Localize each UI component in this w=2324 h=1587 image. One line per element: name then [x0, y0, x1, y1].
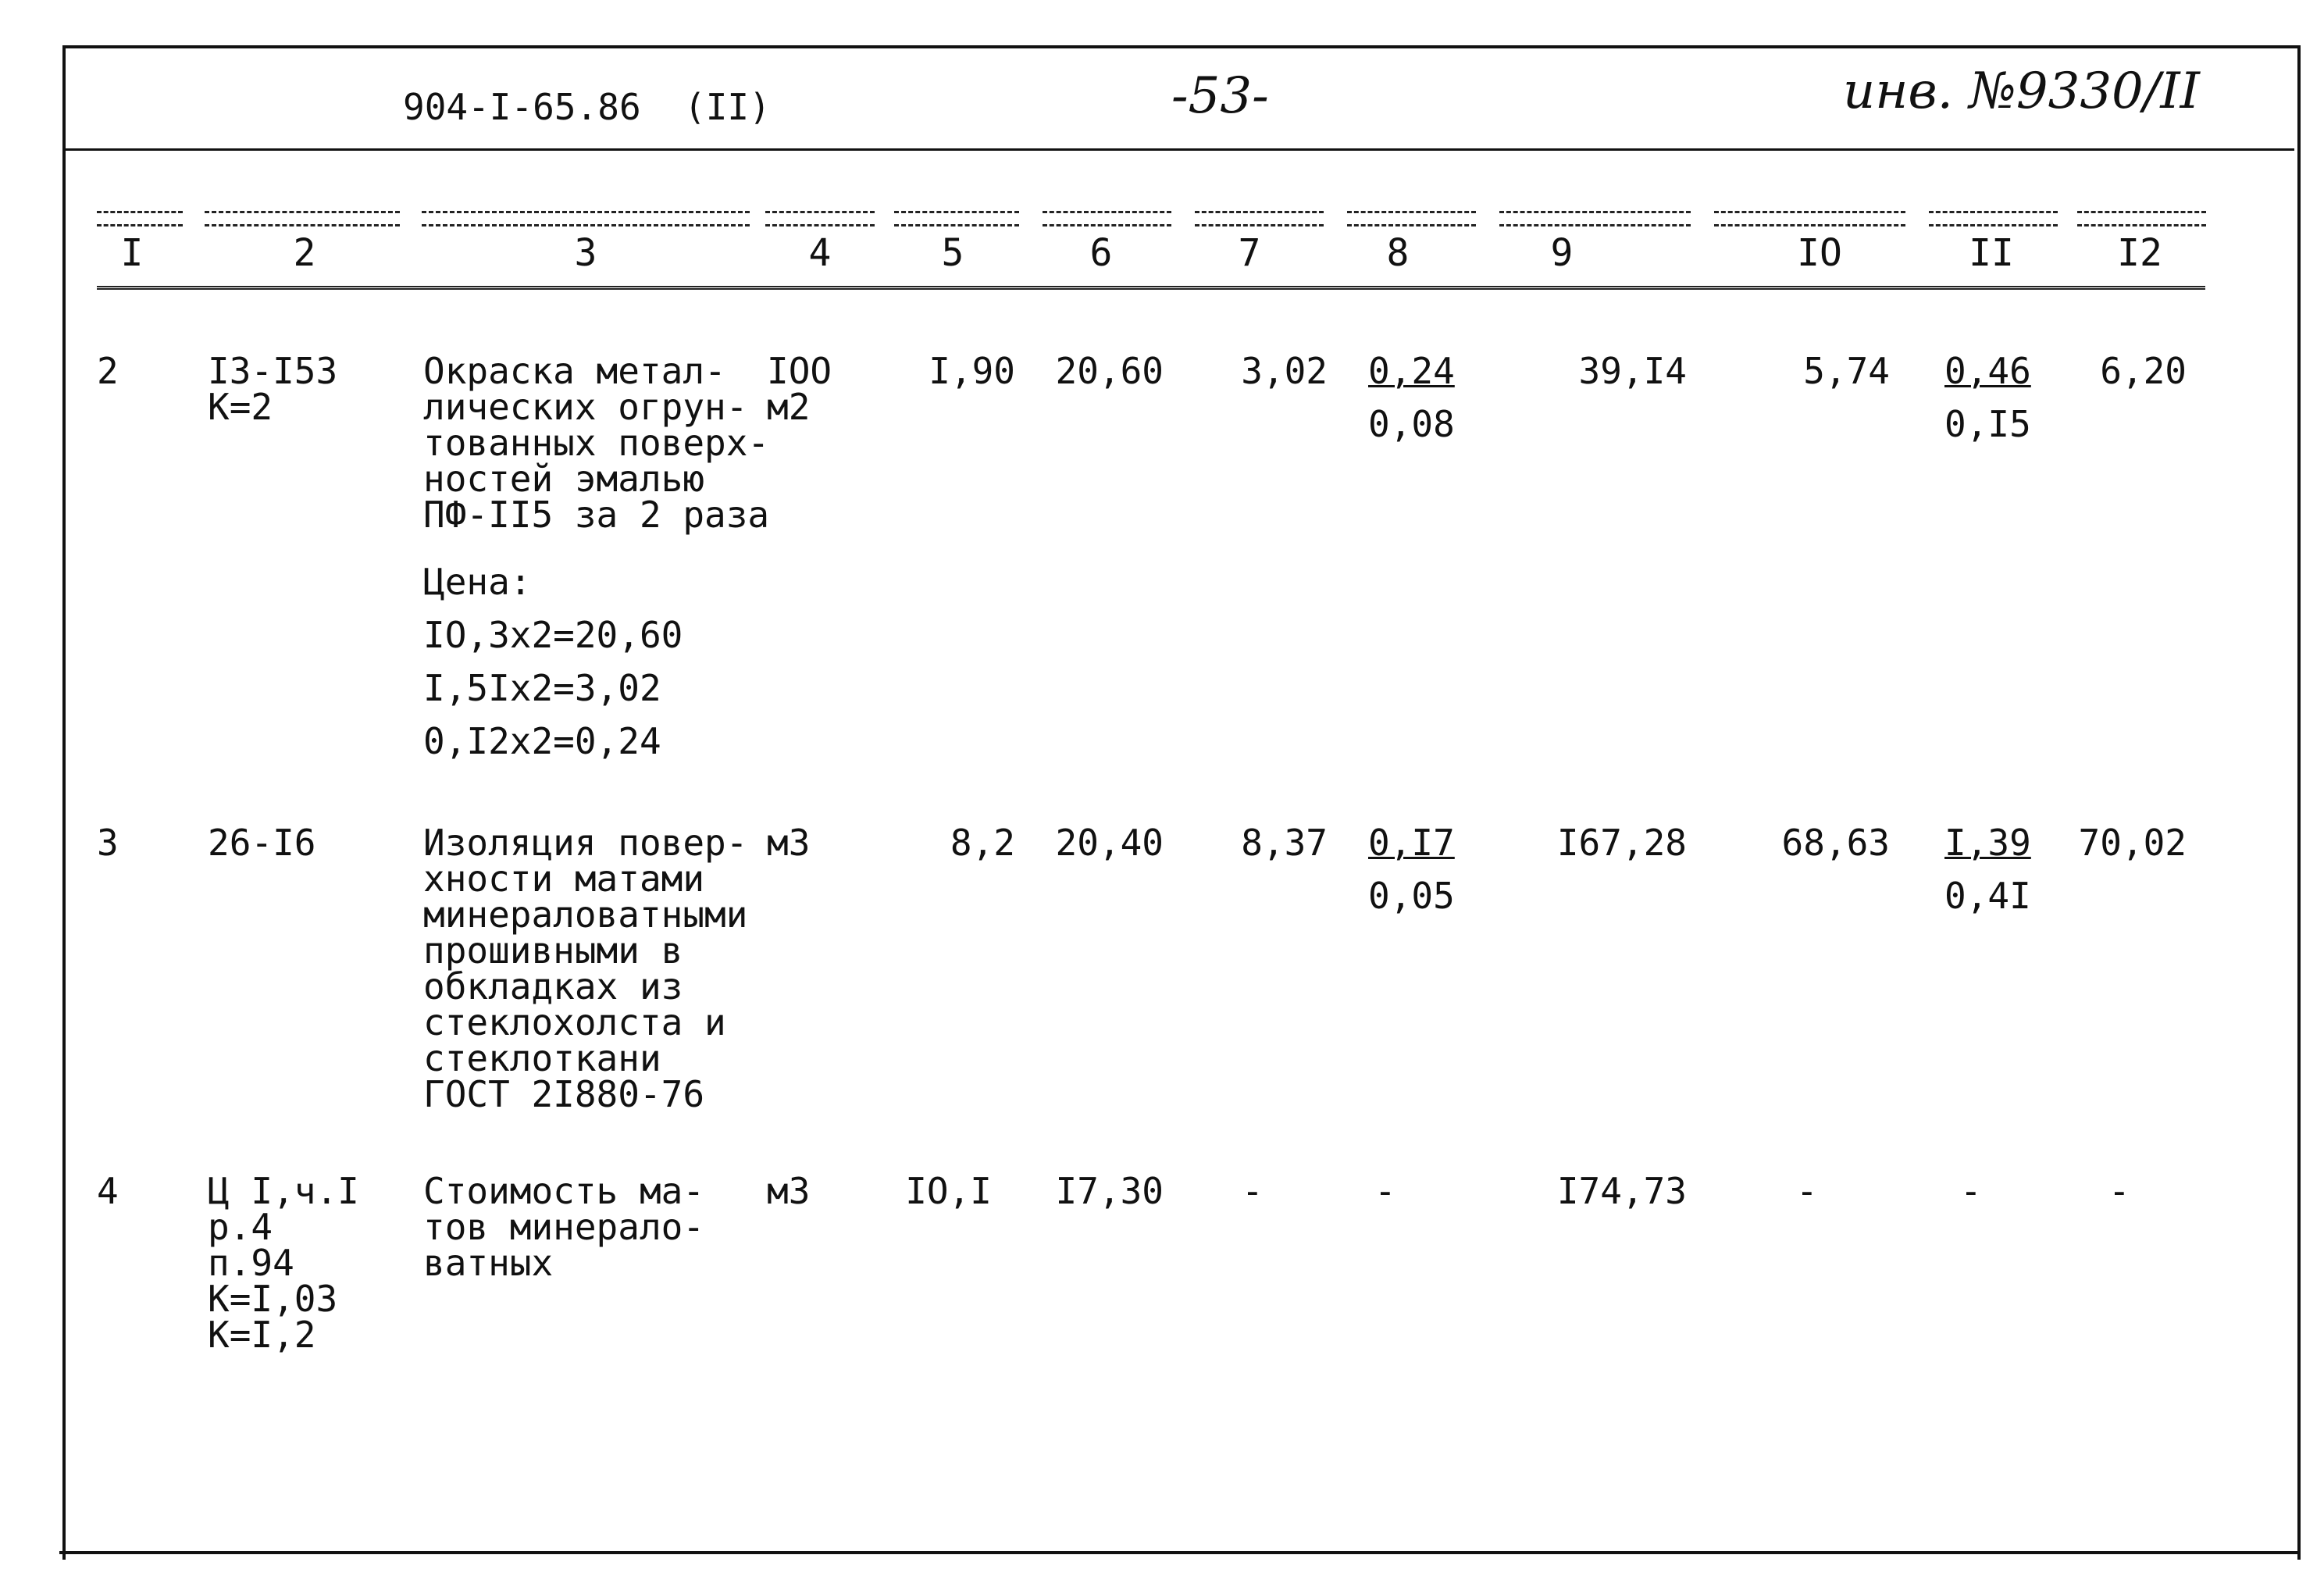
row-number: 4: [97, 1170, 119, 1212]
cost-col-8-top: 0,I7: [1368, 822, 1455, 864]
cost-col-8-bottom: 0,05: [1368, 875, 1455, 917]
cost-col-11-bottom: 0,I5: [1944, 403, 2031, 445]
unit-cost: I7,30: [1055, 1170, 1164, 1212]
column-number-1: I: [120, 231, 144, 275]
work-description: Изоляция повер- хности матами минераловатными прошивными в обкладках из стеклохолста и стеклоткани ГОСТ 2I880-76: [423, 822, 748, 1115]
rate-code: 26-I6: [208, 822, 316, 864]
cost-col-12: -: [2108, 1170, 2130, 1212]
work-description: Стоимость ма- тов минерало- ватных: [423, 1170, 705, 1284]
unit: м3: [767, 1170, 811, 1212]
cost-col-7: -: [1242, 1170, 1264, 1212]
page-bottom-border: [59, 1551, 2299, 1554]
row-number: 3: [97, 822, 119, 864]
inventory-number: инв. №9330/ІІ: [1843, 62, 2200, 120]
column-rule: [205, 211, 400, 226]
header-divider: [62, 148, 2294, 151]
column-rule: [97, 211, 183, 226]
column-rule: [1929, 211, 2058, 226]
column-rule: [1043, 211, 1171, 226]
cost-col-12: 6,20: [2100, 350, 2187, 392]
rate-code: I3-I53 K=2: [208, 350, 338, 428]
column-number-8: 8: [1386, 231, 1410, 275]
quantity: IO,I: [905, 1170, 992, 1212]
cost-col-11-top: 0,46: [1944, 350, 2031, 392]
column-number-9: 9: [1550, 231, 1574, 275]
total-cost: I67,28: [1556, 822, 1687, 864]
header-wavy-rule: [97, 280, 2205, 290]
cost-col-11-top: -: [1960, 1170, 1982, 1212]
cost-col-11-top: I,39: [1944, 822, 2031, 864]
price-calc-line: I,5Ix2=3,02: [423, 667, 661, 709]
column-rule: [765, 211, 875, 226]
cost-col-12: 70,02: [2078, 822, 2187, 864]
column-number-4: 4: [808, 231, 832, 275]
unit: м3: [767, 822, 811, 864]
column-rule: [422, 211, 750, 226]
cost-col-10: 5,74: [1803, 350, 1890, 392]
work-description: Окраска метал- лических огрун- тованных поверх- ностей эмалью ПФ-II5 за 2 раза: [423, 350, 770, 536]
unit-cost: 20,40: [1055, 822, 1164, 864]
total-cost: I74,73: [1556, 1170, 1687, 1212]
column-rule: [1195, 211, 1324, 226]
column-rule: [2077, 211, 2206, 226]
quantity: I,90: [929, 350, 1015, 392]
quantity: 8,2: [950, 822, 1015, 864]
cost-col-10: -: [1796, 1170, 1818, 1212]
cost-col-10: 68,63: [1781, 822, 1890, 864]
unit: IOO м2: [767, 350, 832, 428]
column-number-6: 6: [1089, 231, 1113, 275]
price-calc-line: 0,I2x2=0,24: [423, 720, 661, 762]
cost-col-7: 8,37: [1241, 822, 1328, 864]
column-rule: [894, 211, 1019, 226]
cost-col-8-top: 0,24: [1368, 350, 1455, 392]
column-number-10: IO: [1797, 231, 1842, 275]
rate-code: Ц I,ч.I р.4 п.94 K=I,03 K=I,2: [208, 1170, 359, 1356]
price-calc-line: IO,3x2=20,60: [423, 614, 683, 656]
page-number: -53-: [1171, 67, 1269, 125]
cost-col-8-top: -: [1374, 1170, 1396, 1212]
column-number-12: I2: [2117, 231, 2162, 275]
column-number-5: 5: [941, 231, 964, 275]
column-number-11: II: [1969, 231, 2014, 275]
column-number-3: 3: [574, 231, 597, 275]
row-number: 2: [97, 350, 119, 392]
total-cost: 39,I4: [1578, 350, 1687, 392]
cost-col-7: 3,02: [1241, 350, 1328, 392]
column-number-7: 7: [1238, 231, 1261, 275]
price-label: Цена:: [423, 561, 532, 603]
unit-cost: 20,60: [1055, 350, 1164, 392]
column-rule: [1499, 211, 1691, 226]
column-rule: [1714, 211, 1905, 226]
column-number-2: 2: [293, 231, 316, 275]
document-code: 904-I-65.86 (II): [403, 86, 771, 128]
column-rule: [1347, 211, 1476, 226]
cost-col-8-bottom: 0,08: [1368, 403, 1455, 445]
cost-col-11-bottom: 0,4I: [1944, 875, 2031, 917]
